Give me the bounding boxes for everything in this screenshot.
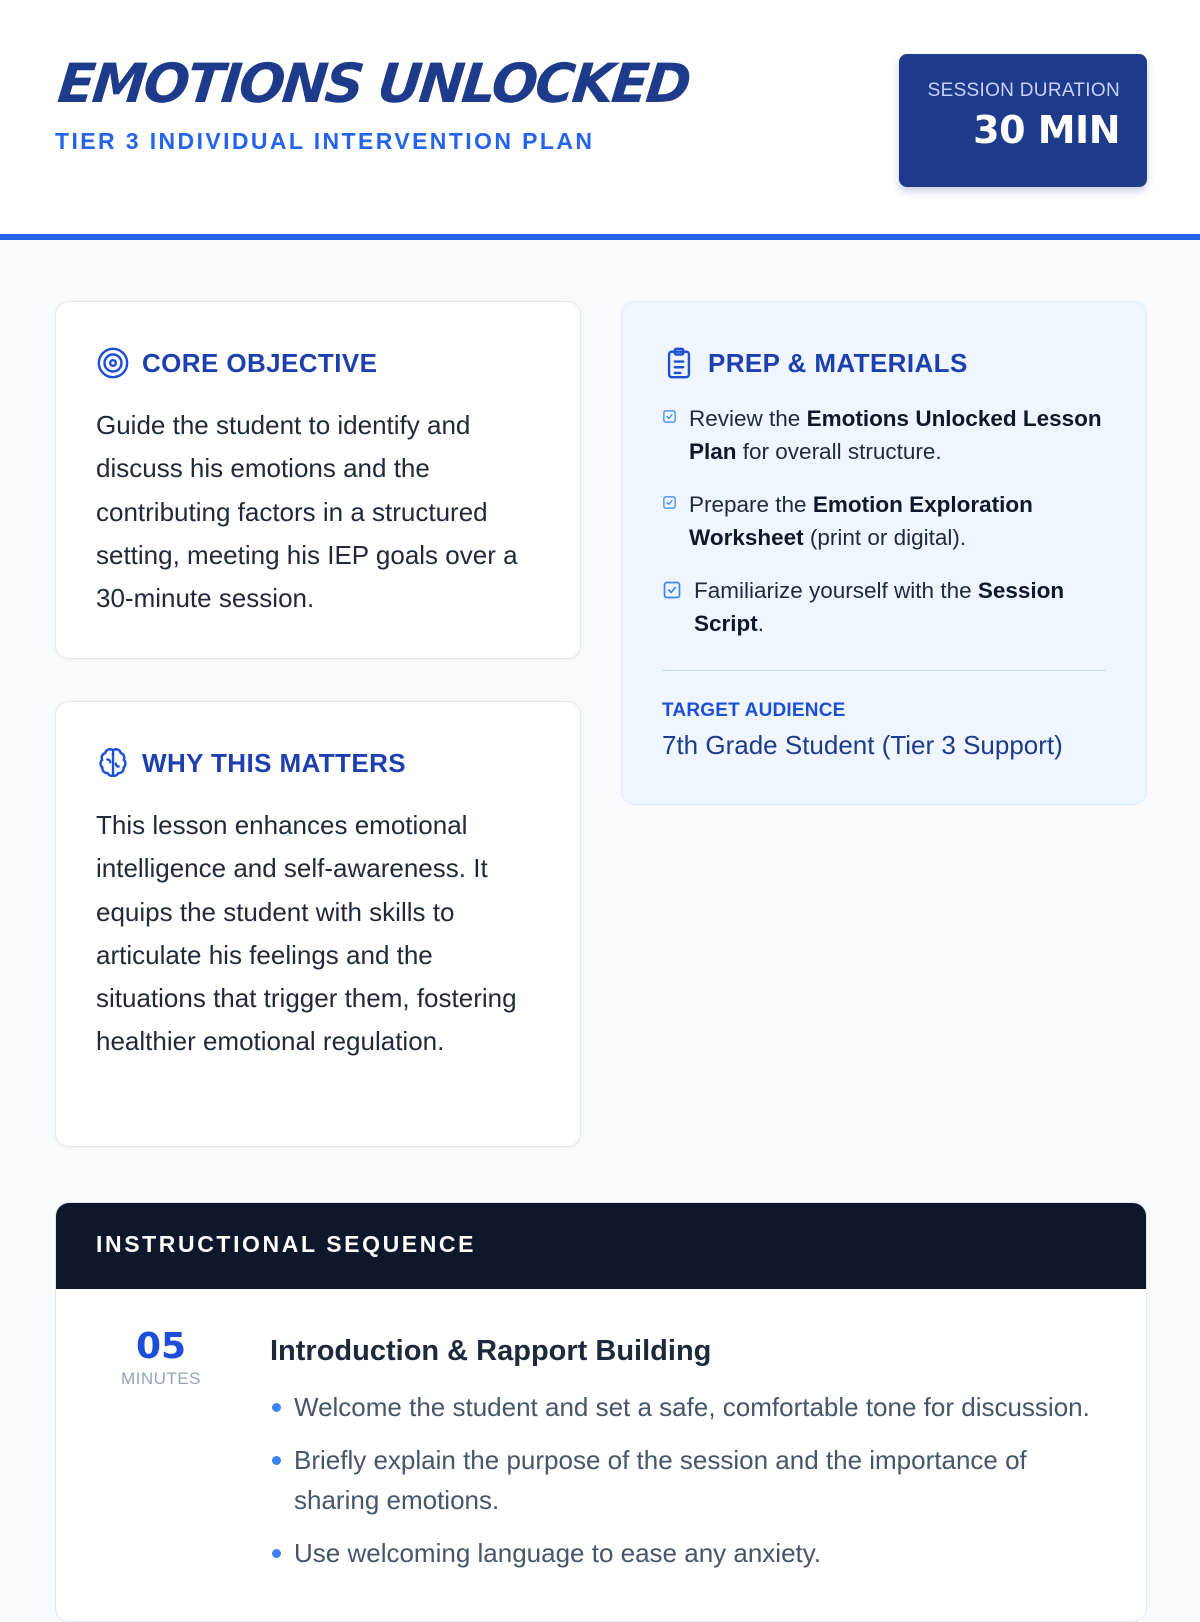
step-minutes-unit: MINUTES [121, 1369, 201, 1388]
prep-item-text: Prepare the Emotion Exploration Worksheet (print or digital). [689, 492, 1033, 550]
why-matters-text: This lesson enhances emotional intelligence and self-awareness. It equips the student with skills to articulate his feelings and the situations that trigger them, fostering healthier emotional regulation. [96, 810, 517, 1057]
prep-list [662, 402, 1108, 660]
brain-icon [96, 746, 130, 780]
step-minutes: 05 [135, 1326, 187, 1367]
core-objective-title: CORE OBJECTIVE [142, 347, 378, 378]
divider [662, 670, 1106, 671]
step-bullet: Briefly explain the purpose of the session and the importance of sharing emotions. [270, 1440, 1106, 1520]
why-matters-title: WHY THIS MATTERS [142, 747, 406, 778]
step-bullet: Use welcoming language to ease any anxiety. [270, 1533, 1106, 1573]
prep-item [662, 574, 1108, 640]
target-icon [96, 346, 130, 380]
why-matters-card [55, 701, 581, 1147]
checkbox-icon [662, 495, 677, 510]
checkbox-icon [662, 409, 677, 424]
page-header [0, 0, 1200, 240]
instructional-sequence [55, 1202, 1147, 1622]
sequence-title: INSTRUCTIONAL SEQUENCE [56, 1203, 1146, 1289]
why-matters-header [96, 746, 406, 780]
duration-value: 30 MIN [973, 108, 1120, 152]
prep-materials-card [621, 301, 1147, 805]
checkbox-icon [662, 580, 682, 600]
page-subtitle: TIER 3 INDIVIDUAL INTERVENTION PLAN [55, 128, 595, 154]
prep-item-text: Familiarize yourself with the Session Script. [694, 578, 1065, 636]
step-bullets [270, 1387, 1106, 1586]
prep-item [662, 488, 1108, 554]
core-objective-card [55, 301, 581, 659]
session-duration-badge [899, 54, 1147, 187]
core-objective-header [96, 346, 377, 380]
clipboard-icon [662, 346, 696, 380]
prep-item [662, 402, 1108, 468]
step-title: Introduction & Rapport Building [270, 1335, 712, 1367]
target-audience-value: 7th Grade Student (Tier 3 Support) [662, 730, 1063, 760]
prep-item-text: Review the Emotions Unlocked Lesson Plan for overall structure. [689, 406, 1102, 464]
target-audience-label: TARGET AUDIENCE [662, 700, 846, 721]
prep-materials-header [662, 346, 968, 380]
page-title: EMOTIONS UNLOCKED [55, 52, 692, 115]
step-bullet: Welcome the student and set a safe, comfortable tone for discussion. [270, 1387, 1106, 1427]
duration-label: SESSION DURATION [927, 80, 1120, 101]
step-duration [96, 1327, 226, 1389]
core-objective-text: Guide the student to identify and discuss his emotions and the contributing factors in a structured setting, meeting his IEP goals over a 30-minute session. [96, 410, 518, 614]
prep-materials-title: PREP & MATERIALS [708, 347, 968, 378]
